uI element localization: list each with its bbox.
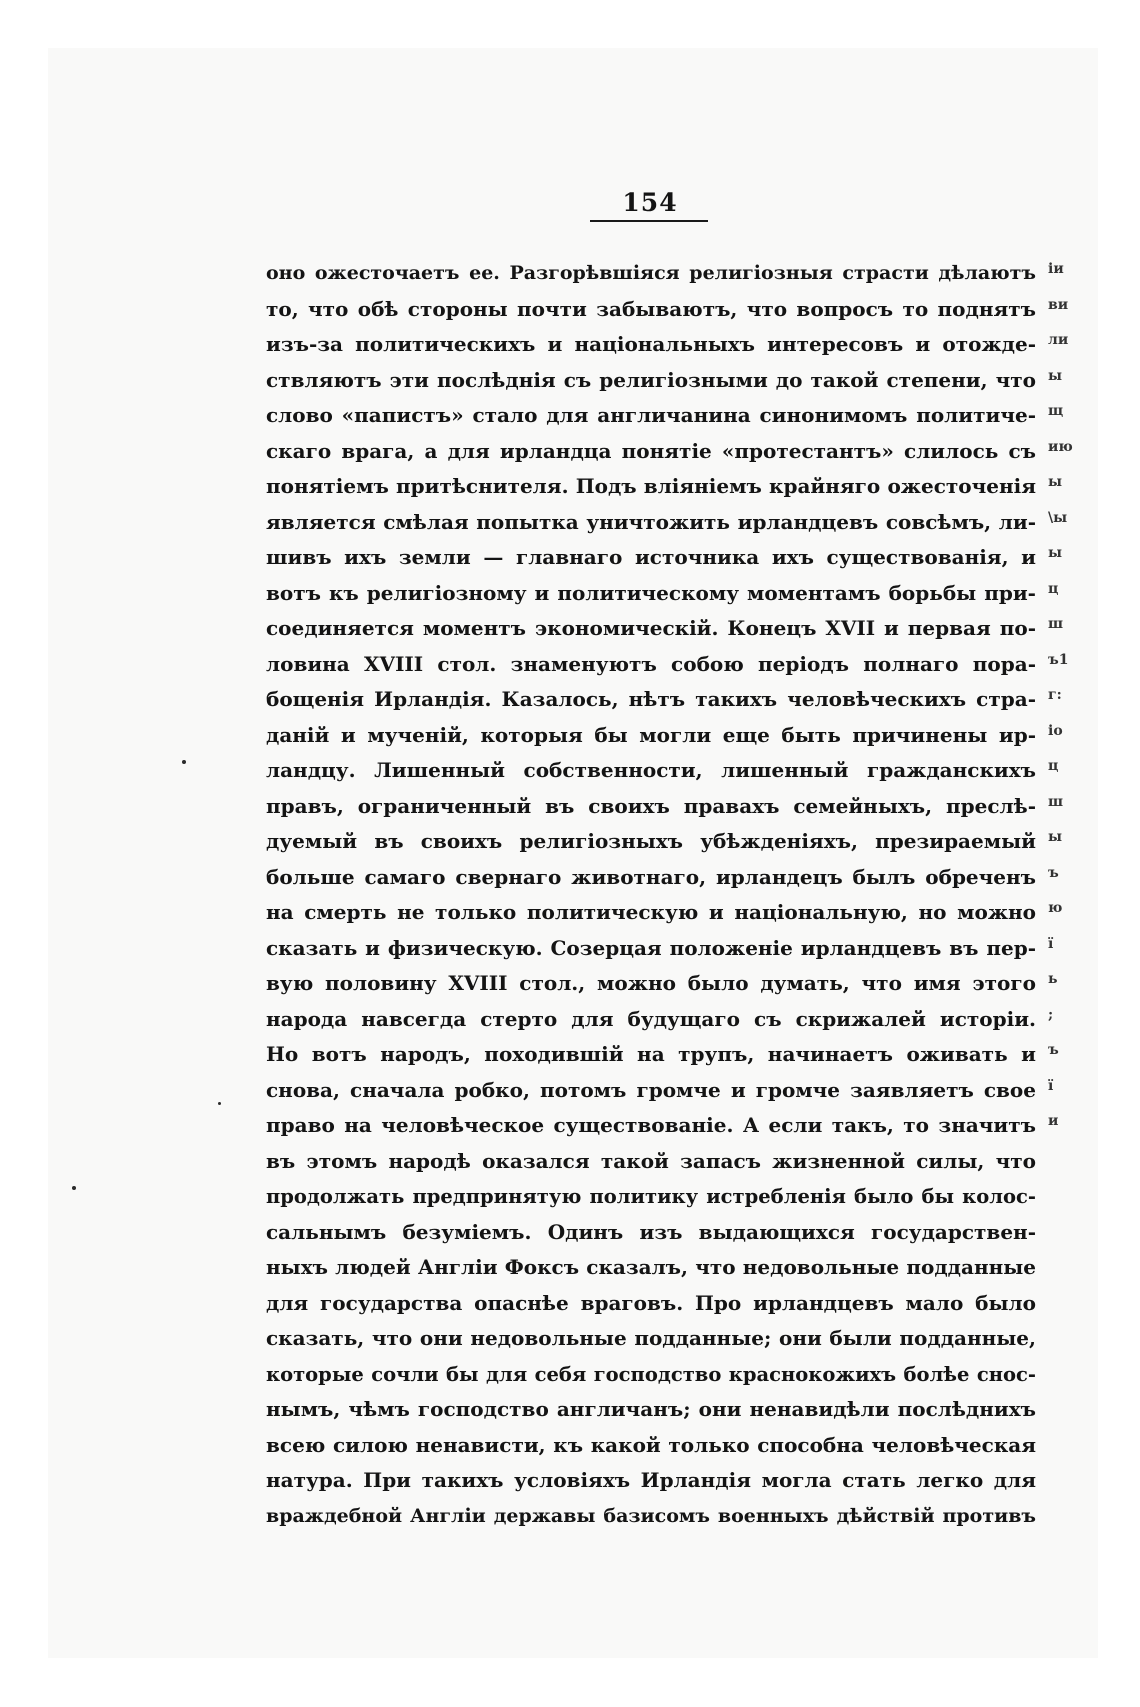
text-line: народа навсегда стерто для будущаго съ скрижалей исторіи. xyxy=(266,1006,1036,1031)
bleed-mark: ъ1 xyxy=(1048,651,1069,668)
bleed-mark: ї xyxy=(1048,1077,1054,1094)
text-line: ландцу. Лишенный собственности, лишенный гражданскихъ xyxy=(266,758,1036,782)
bleed-mark: ш xyxy=(1048,616,1064,632)
bleed-mark: ц xyxy=(1048,580,1059,597)
bleed-mark: ь xyxy=(1048,971,1058,987)
bleed-mark: и xyxy=(1048,1113,1059,1129)
bleed-mark: ъ xyxy=(1048,864,1059,881)
bleed-mark: ы xyxy=(1048,474,1063,490)
facing-page-bleed xyxy=(1048,252,1088,1140)
bleed-mark: г: xyxy=(1048,687,1062,703)
text-line: слово «папистъ» стало для англичанина синонимомъ политиче- xyxy=(266,403,1036,427)
bleed-mark: ви xyxy=(1048,296,1069,313)
text-line: сказать и физическую. Созерцая положеніе ирландцевъ въ пер- xyxy=(266,935,1036,960)
bleed-mark: іо xyxy=(1048,722,1063,739)
text-line: всею силою ненависти, къ какой только способна человѣческая xyxy=(266,1432,1036,1457)
text-line: дуемый въ своихъ религіозныхъ убѣжденіяхъ, презираемый xyxy=(266,829,1036,853)
page-number: 154 xyxy=(622,188,678,217)
text-line: въ этомъ народѣ оказался такой запасъ жизненной силы, что xyxy=(266,1148,1036,1173)
body-text xyxy=(266,256,1036,1534)
bleed-mark: ц xyxy=(1048,758,1059,774)
bleed-mark: ю xyxy=(1048,900,1063,916)
bleed-mark: ы xyxy=(1048,545,1063,561)
bleed-mark: ш xyxy=(1048,793,1064,810)
text-line: продолжать предпринятую политику истребленія было бы колос- xyxy=(266,1185,1036,1208)
bleed-mark: \ы xyxy=(1048,509,1068,526)
page-number-underline xyxy=(590,220,708,222)
text-line: сальнымъ безуміемъ. Одинъ изъ выдающихся государствен- xyxy=(266,1219,1036,1244)
text-line: вотъ къ религіозному и политическому моментамъ борьбы при- xyxy=(266,580,1036,605)
text-line: ныхъ людей Англіи Фоксъ сказалъ, что недовольные подданные xyxy=(266,1255,1036,1279)
text-line: нымъ, чѣмъ господство англичанъ; они ненавидѣли послѣднихъ xyxy=(266,1397,1036,1421)
bleed-mark: ы xyxy=(1048,367,1063,384)
text-line: для государства опаснѣе враговъ. Про ирландцевъ мало было xyxy=(266,1290,1036,1315)
bleed-mark: іи xyxy=(1048,261,1064,277)
bleed-mark: ы xyxy=(1048,829,1063,845)
text-line: изъ-за политическихъ и національныхъ интересовъ и отожде- xyxy=(266,332,1036,356)
bleed-mark: ї xyxy=(1048,935,1054,952)
text-line: натура. При такихъ условіяхъ Ирландія могла стать легко для xyxy=(266,1468,1036,1492)
bleed-mark: ; xyxy=(1048,1006,1054,1023)
text-line: даній и мученій, которыя бы могли еще быть причинены ир- xyxy=(266,722,1036,747)
text-line: шивъ ихъ земли — главнаго источника ихъ существованія, и xyxy=(266,545,1036,569)
text-line: правъ, ограниченный въ своихъ правахъ семейныхъ, преслѣ- xyxy=(266,793,1036,818)
bleed-mark: ию xyxy=(1048,438,1073,455)
text-line: больше самаго свернаго животнаго, ирландецъ былъ обреченъ xyxy=(266,864,1036,889)
text-line: соединяется моментъ экономическій. Конецъ XVII и первая по- xyxy=(266,616,1036,640)
text-line: на смерть не только политическую и національную, но можно xyxy=(266,900,1036,924)
text-line: ствляютъ эти послѣднія съ религіозными до такой степени, что xyxy=(266,367,1036,392)
text-line: снова, сначала робко, потомъ громче и громче заявляетъ свое xyxy=(266,1077,1036,1102)
text-line: скаго врага, а для ирландца понятіе «протестантъ» слилось съ xyxy=(266,438,1036,463)
bleed-mark: ли xyxy=(1048,332,1069,348)
text-line: оно ожесточаетъ ее. Разгорѣвшіяся религіозныя страсти дѣлаютъ xyxy=(266,262,1036,284)
text-line: сказать, что они недовольные подданные; они были подданные, xyxy=(266,1326,1036,1350)
scan-speck xyxy=(72,1186,76,1190)
text-line: право на человѣческое существованіе. А если такъ, то значитъ xyxy=(266,1113,1036,1137)
text-line: бощенія Ирландія. Казалось, нѣтъ такихъ человѣческихъ стра- xyxy=(266,687,1036,711)
bleed-mark: щ xyxy=(1048,403,1064,419)
text-line: ловина XVIII стол. знаменуютъ собою періодъ полнаго пора- xyxy=(266,651,1036,676)
text-line: враждебной Англіи державы базисомъ военныхъ дѣйствій противъ xyxy=(266,1504,1036,1527)
text-line: Но вотъ народъ, походившій на трупъ, начинаетъ оживать и xyxy=(266,1042,1036,1066)
text-line: вую половину XVIII стол., можно было думать, что имя этого xyxy=(266,971,1036,995)
bleed-mark: ъ xyxy=(1048,1042,1059,1058)
scan-speck xyxy=(218,1102,221,1105)
text-line: то, что обѣ стороны почти забываютъ, что вопросъ то поднятъ xyxy=(266,296,1036,321)
text-line: понятіемъ притѣснителя. Подъ вліяніемъ крайняго ожесточенія xyxy=(266,474,1036,498)
text-line: является смѣлая попытка уничтожить ирландцевъ совсѣмъ, ли- xyxy=(266,509,1036,534)
scan-speck xyxy=(182,760,186,764)
text-line: которые сочли бы для себя господство краснокожихъ болѣе снос- xyxy=(266,1362,1036,1386)
